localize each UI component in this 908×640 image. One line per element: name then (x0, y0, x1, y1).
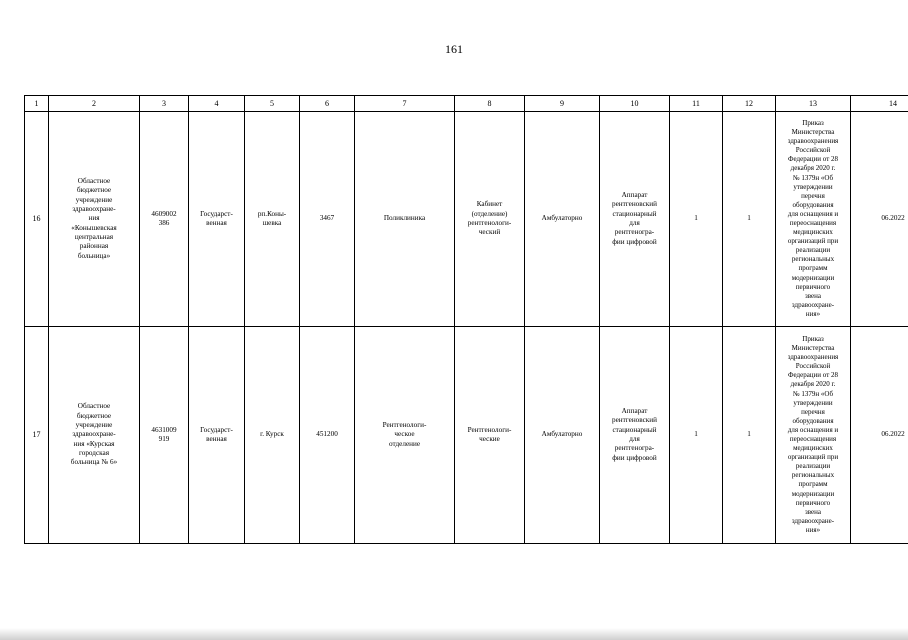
locality-cell: г. Курск (245, 327, 300, 544)
column-header: 8 (455, 96, 525, 112)
equipment-cell: Аппарат рентгеновский стационарный для рентгеногра- фии цифровой (600, 327, 670, 544)
column-header: 2 (49, 96, 140, 112)
page-number: 161 (445, 42, 463, 56)
table-row (25, 327, 908, 544)
mode-cell: Амбулаторно (525, 112, 600, 327)
ownership-cell: Государст- венная (189, 112, 245, 327)
basis-cell: Приказ Министерства здравоохранения Российской Федерации от 28 декабря 2020 г. № 1379н «Об утверждении перечня оборудования для оснащения и переоснащения медицинских организаций при реализации региональных программ модернизации первичного звена здравоохране- ния» (776, 327, 851, 544)
cabinet-cell: Кабинет (отделение) рентгенологи- ческий (455, 112, 525, 327)
column-header: 10 (600, 96, 670, 112)
header-row (25, 96, 908, 112)
organization-cell: Областное бюджетное учреждение здравоохране- ния «Конышевская центральная районная больница» (49, 112, 140, 327)
code-cell: 3467 (300, 112, 355, 327)
row-number-cell: 16 (25, 112, 49, 327)
organization-cell: Областное бюджетное учреждение здравоохране- ния «Курская городская больница № 6» (49, 327, 140, 544)
equipment-table (24, 95, 908, 544)
column-header: 3 (140, 96, 189, 112)
cabinet-cell: Рентгенологи- ческие (455, 327, 525, 544)
column-header: 14 (851, 96, 908, 112)
division-cell: Рентгенологи- ческое отделение (355, 327, 455, 544)
scan-edge (0, 628, 908, 640)
column-header: 12 (723, 96, 776, 112)
column-header: 11 (670, 96, 723, 112)
code-cell: 451200 (300, 327, 355, 544)
inn-cell: 4609002 386 (140, 112, 189, 327)
column-header: 9 (525, 96, 600, 112)
quantity-cell: 1 (670, 327, 723, 544)
column-header: 7 (355, 96, 455, 112)
date-cell: 06.2022 (851, 112, 908, 327)
date-cell: 06.2022 (851, 327, 908, 544)
mode-cell: Амбулаторно (525, 327, 600, 544)
equipment-cell: Аппарат рентгеновский стационарный для рентгеногра- фии цифровой (600, 112, 670, 327)
ownership-cell: Государст- венная (189, 327, 245, 544)
quantity-cell: 1 (723, 112, 776, 327)
quantity-cell: 1 (723, 327, 776, 544)
basis-cell: Приказ Министерства здравоохранения Российской Федерации от 28 декабря 2020 г. № 1379н «Об утверждении перечня оборудования для оснащения и переоснащения медицинских организаций при реализации региональных программ модернизации первичного звена здравоохране- ния» (776, 112, 851, 327)
column-header: 6 (300, 96, 355, 112)
row-number-cell: 17 (25, 327, 49, 544)
quantity-cell: 1 (670, 112, 723, 327)
column-header: 4 (189, 96, 245, 112)
column-header: 5 (245, 96, 300, 112)
division-cell: Поликлиника (355, 112, 455, 327)
table-row (25, 112, 908, 327)
column-header: 13 (776, 96, 851, 112)
locality-cell: рп.Коны- шевка (245, 112, 300, 327)
inn-cell: 4631009 919 (140, 327, 189, 544)
column-header: 1 (25, 96, 49, 112)
